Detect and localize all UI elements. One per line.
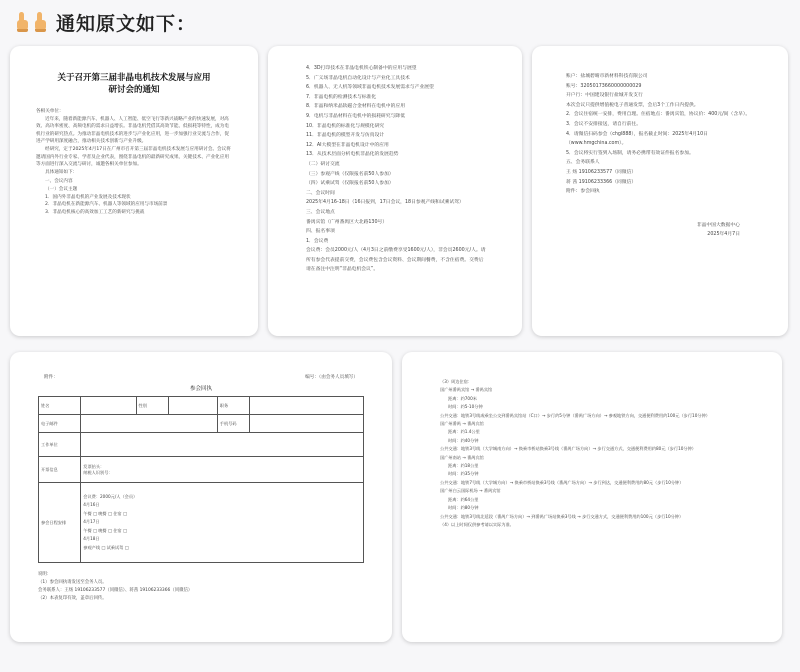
text-line: 3．会议不安排接送，请自行前往。 — [566, 121, 642, 127]
text-line: 1．会议费 — [306, 238, 329, 244]
text-line: 9．电机与非晶材料在电机中的损耗研究与降低 — [306, 113, 405, 119]
text-line: 2025年4月16-18日（16日报到，17日会议，18日参观产线和试乘试驾） — [306, 200, 464, 206]
section-heading: 一、会议内容 — [45, 179, 73, 185]
form-label: 开票信息 — [39, 457, 81, 483]
header-title: 通知原文如下： — [56, 12, 197, 35]
text-line: 距离：约64公里 — [448, 496, 479, 502]
notice-title: 关于召开第三届非晶电机技术发展与应用 研讨会的通知 — [57, 73, 211, 95]
text-line: 国广州南站 → 番禺宾馆 — [440, 454, 484, 460]
form-notes: 说明： （1）参会回执请发送至会务人员。 会务联系人：王炀 19106233577（同微信）、蒋茜 19106233366（同微信） （2）本表复印有效，盖章后回传。 — [38, 572, 193, 601]
text-line: 4．请微信扫码参会（chgl888），报名截止时间：2025年4月10日（www.hmgchina.com）。 — [566, 131, 708, 147]
text-line: 12．AI大模型在非晶电机设计中的应用 — [306, 142, 389, 148]
sign-org: 非晶中国大数据中心 — [696, 222, 740, 228]
text-line: 时间：约35分钟 — [448, 471, 479, 477]
registration-form — [38, 396, 364, 563]
text-line: 10．非晶电机的标准化与规模化研究 — [306, 123, 385, 129]
text-line: 7．非晶电机的检测技术与标准化 — [306, 94, 377, 100]
sign-date: 2025年4月7日 — [707, 232, 740, 238]
form-cell — [81, 415, 218, 433]
text-line: 五、会务联系人 — [566, 160, 600, 166]
form-title: 参会回执 — [189, 386, 212, 392]
text-line: 公共交通：地铁7号线（大学城方向）→ 换乘市桥站换乘3号线（番禺广场方向）→ 步行到达，交通便利费用约80元（步行10分钟） — [440, 479, 684, 485]
page5-body — [402, 352, 782, 529]
document-page-2 — [268, 46, 522, 336]
text-line: 5．会议将实行签到入场制，请务必携带有效证件报名参加。 — [566, 150, 694, 156]
text-line: 参观产线 □ 试乘试驾 □ — [83, 544, 129, 550]
pointing-down-hand-icon — [32, 12, 48, 32]
text-line: 账户：盐城碧晴市新材料科技有限公司 — [566, 74, 648, 79]
paragraph: 具体通知如下： — [45, 169, 78, 175]
form-cell — [81, 397, 136, 415]
text-line: 6．机器人、无人机等领域非晶电机技术发展需求与产业展望 — [306, 85, 434, 91]
text-line: 4月16日 — [83, 502, 100, 508]
text-line: 蒋 茜 19106233366（同微信） — [566, 179, 637, 185]
page4-body — [10, 352, 392, 603]
form-cell — [81, 483, 364, 563]
list-item: 3．非晶电机核心的高效加工工艺的新研究与挑战 — [45, 209, 145, 215]
page3-body — [532, 46, 788, 240]
text-line: 公共交通：地铁3号线或乘坐公交到番禺宾馆站（C口）→ 步行约5分钟（番禺广场方向）→ 参观地铁方向，交通便利费用约100元（步行10分钟） — [440, 412, 710, 418]
form-cell — [169, 397, 218, 415]
section-heading: （一）会议主题 — [45, 186, 78, 192]
text-line: 三、会议地点 — [306, 209, 335, 215]
signature-block — [566, 221, 760, 240]
text-line: 公共交通：地铁3号线北延段（番禺广场方向）→ 到番禺广场站换乘3号线 → 步行交通方式，交通便利费用约100元（步行10分钟） — [440, 513, 684, 519]
text-line: （3）周边住宿： — [440, 379, 472, 384]
text-line: 4月17日 — [83, 519, 100, 525]
form-label: 姓名 — [39, 397, 81, 415]
notice-header — [14, 8, 196, 36]
form-label: 性别 — [136, 397, 169, 415]
form-label: 参会日程安排 — [39, 483, 81, 563]
page1-body — [10, 108, 258, 216]
salutation: 各相关单位： — [36, 109, 64, 114]
document-page-4 — [10, 352, 392, 642]
text-line: 距离：约1.4公里 — [448, 429, 480, 435]
text-line: 13．从技术层面分析电机非晶化的发展趋势 — [306, 152, 399, 158]
form-cell — [250, 397, 364, 415]
form-label: 电子邮件 — [39, 415, 81, 433]
attachment-label: 附件： — [44, 375, 58, 380]
form-label: 手机号码 — [217, 415, 250, 433]
text-line: 附件：参会回执 — [566, 189, 600, 195]
text-line: 午餐 □ 晚餐 □ 住宿 □ — [83, 510, 127, 516]
text-line: 距离：约18公里 — [448, 463, 479, 469]
text-line: 11．非晶电机的模型开发与仿真设计 — [306, 133, 385, 139]
text-line: 2．会议住宿统一安排，费用自理。住宿地点：番禺宾馆，协议价：400元/间（含早）。 — [566, 112, 751, 118]
form-cell: 发票抬头： 纳税人识别号： — [81, 457, 364, 483]
text-line: 国广州白云国际机场 → 番禺宾馆 — [440, 488, 501, 494]
text-line: 公共交通：地铁3号线（大学城南方向）→ 换乘市桥站换乘3号线（番禺广场方向）→ 步行交通方式，交通便利费用约80元（步行10分钟） — [440, 446, 696, 452]
document-page-3 — [532, 46, 788, 336]
text-line: 8．非晶和纳米晶软磁合金材料在电机中的应用 — [306, 104, 405, 110]
list-item: 1．国内外非晶电机的产业发展及技术现状 — [45, 194, 131, 200]
text-line: 二、会议时间 — [306, 190, 335, 196]
text-line: 时间：约5-10分钟 — [448, 404, 483, 410]
text-line: 会议费：2000元/人（会员） — [83, 493, 138, 499]
text-line: 4．3D打印技术在非晶电机铁心制备中的应用与展望 — [306, 66, 417, 71]
text-line: （四）试乘试驾（仅限报名前50人参加） — [306, 181, 394, 187]
text-line: 时间：约40分钟 — [448, 437, 479, 443]
form-label: 工作单位 — [39, 433, 81, 457]
text-line: （4）以上时间仅供参考请以实际为准。 — [440, 521, 514, 527]
form-label: 职务 — [217, 397, 250, 415]
serial-label: 编号：（由会务人员填写） — [305, 375, 358, 380]
text-line: 国广州番禺宾馆 → 番禺宾馆 — [440, 387, 493, 393]
form-cell — [250, 415, 364, 433]
paragraph: 经研究，定于2025年4月17日在广州市召开第三届非晶电机技术发展与应用研讨会。会议将邀请国内外行业专家、学者及企业代表，围绕非晶电机的最新研究成果、关键技术、产业化应用等方面进行深入交流与研讨，诚邀各相关单位参加。 — [36, 146, 231, 168]
text-line: 账号：32050173660000000029 — [566, 83, 642, 89]
text-line: 午餐 □ 晚餐 □ 住宿 □ — [83, 527, 127, 533]
page2-body — [268, 46, 522, 275]
text-line: 距离：约700米 — [448, 395, 477, 401]
form-cell — [81, 433, 364, 457]
paragraph: 近年来，随着新能源汽车、机器人、人工智能、低空飞行等新兴战略产业的快速发展，对高效、高功率密度、高频电机的需求日益增长。非晶电机凭借其高效节能、低损耗等特性，成为电机行业的研究热点。为推动非晶电机技术的进步与产业化应用，进一步加强行业交流与合作，促进产学研用深度融合，推动相关技术创新与产业升级。 — [36, 116, 229, 145]
text-line: （三）参观产线（仅限报名前50人参加） — [306, 171, 394, 177]
text-line: 会议费：会员2000元/人（4月3日之前缴费享受1600元/人），非会员2600元/人。请所有参会代表提前交费，会议费包含会议资料、会议期间餐费，不含住宿费。交费后请在备注中注明“非晶电机会议”。 — [306, 248, 486, 273]
text-line: 时间：约80分钟 — [448, 505, 479, 511]
document-page-5 — [402, 352, 782, 642]
text-line: 开户行：中国建设银行盐城开发支行 — [566, 93, 643, 99]
text-line: 国广州番禺 → 番禺宾馆 — [440, 421, 484, 427]
text-line: 王 炀 19106233577（同微信） — [566, 169, 637, 175]
list-item: 2．非晶电机在新能源汽车、机器人等领域的应用与市场前景 — [45, 202, 168, 208]
document-page-1 — [10, 46, 258, 336]
text-line: 番禺宾馆（广州番禺区大北路130号） — [306, 219, 388, 225]
text-line: 5．广义场非晶电机自动化设计与产业化工具技术 — [306, 75, 410, 81]
pointing-down-hand-icon — [14, 12, 30, 32]
text-line: （二）研讨交流 — [306, 161, 340, 167]
text-line: 4月18日 — [83, 536, 100, 542]
text-line: 四、报名事项 — [306, 229, 335, 235]
text-line: 本次会议只提供增值税电子普通发票，会后3个工作日内提供。 — [566, 102, 699, 108]
